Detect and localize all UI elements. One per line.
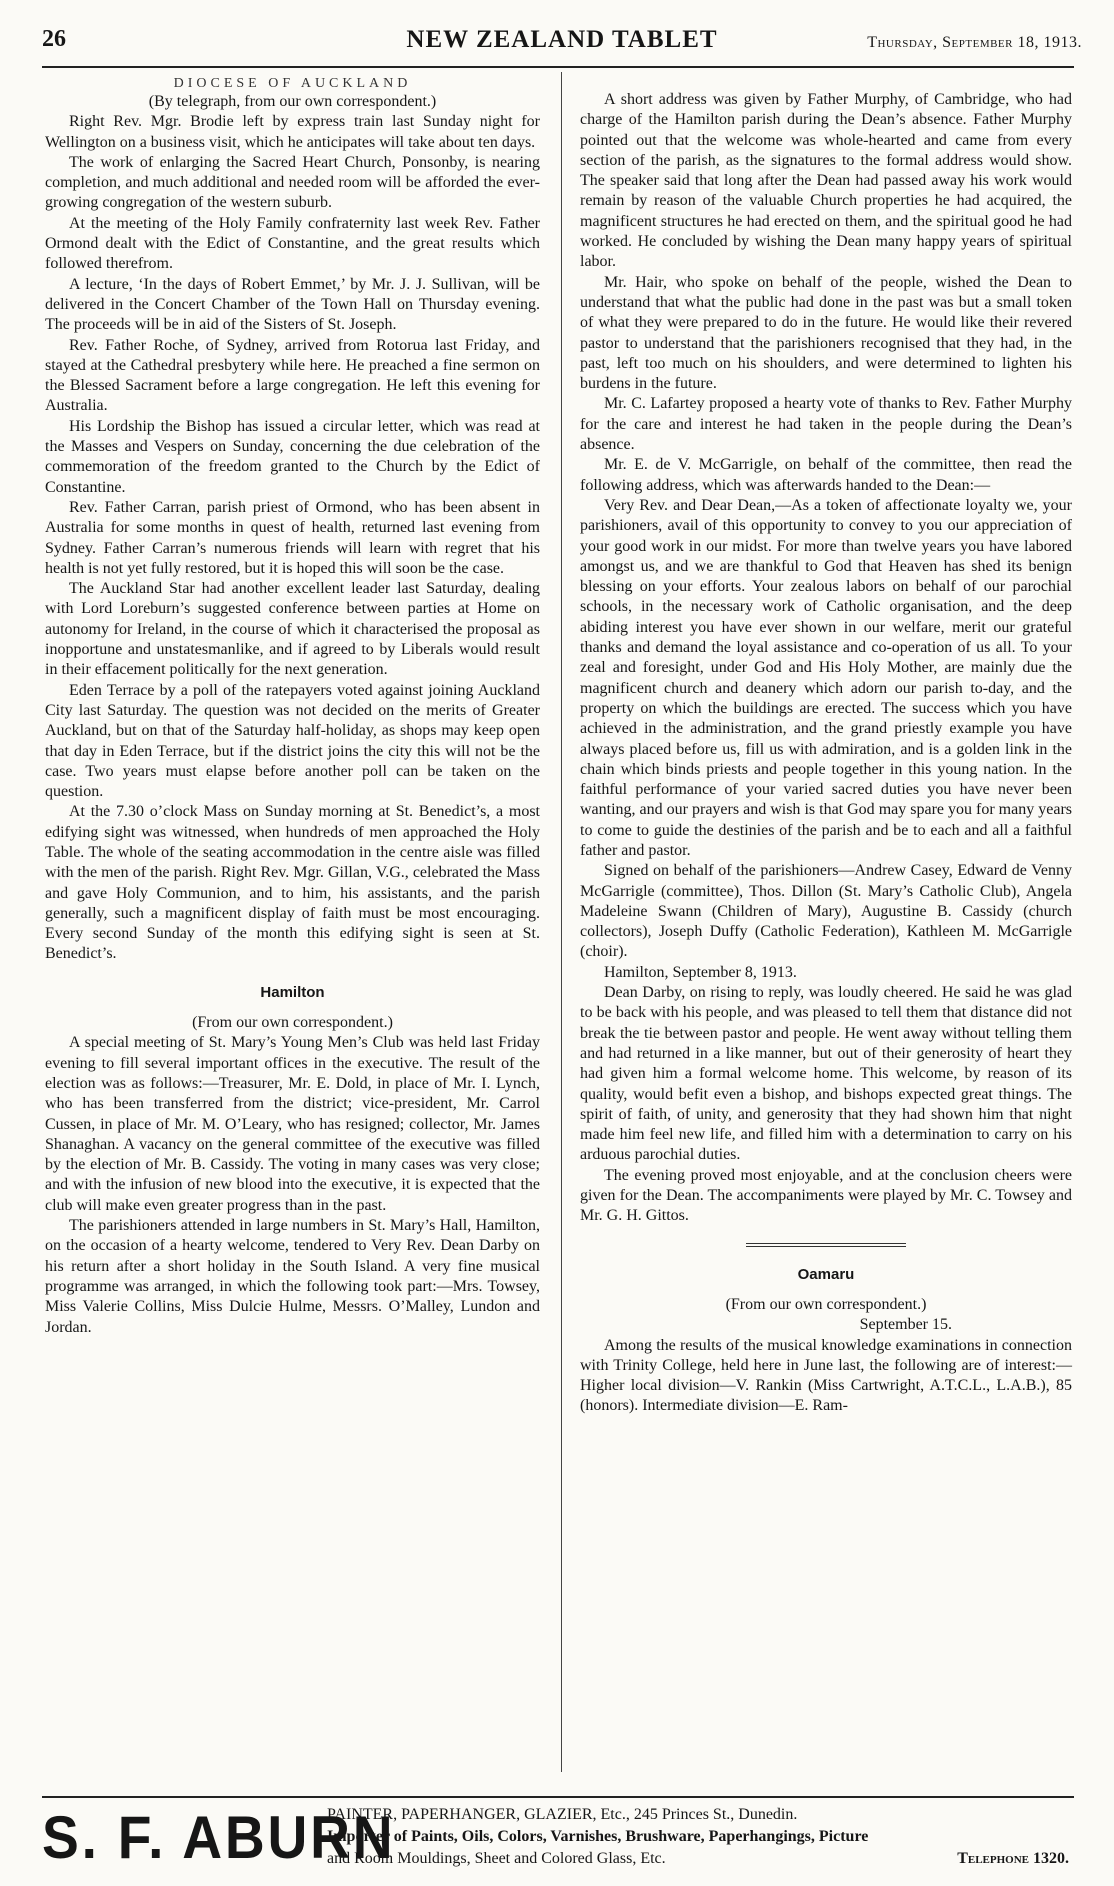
advertisement-line-1: PAINTER, PAPERHANGER, GLAZIER, Etc., 245 Princes St., Dunedin. [327, 1806, 798, 1823]
issue-date: Thursday, September 18, 1913. [867, 34, 1082, 51]
advertisement-rule [42, 1796, 1074, 1798]
auckland-paragraph: At the 7.30 o’clock Mass on Sunday morning at St. Benedict’s, a most edifying sight was witnessed, when hundreds of men approached the Holy Table. The whole of the seating accommodation in the centre aisle was filled with the men of the parish. Right Rev. Mgr. Gillan, V.G., celebrated the Mass and gave Holy Communion, and to him, his assistants, and the parish generally, such a magnificent display of faith must be most encouraging. Every second Sunday of the month this edifying sight is seen at St. Benedict’s. [45, 803, 540, 963]
hamilton-paragraph: Mr. C. Lafartey proposed a hearty vote of thanks to Rev. Father Murphy for the care and interest he had taken in the people during the Dean’s absence. [580, 395, 1072, 454]
auckland-paragraph: Eden Terrace by a poll of the ratepayers voted against joining Auckland City last Saturday. The question was not decided on the merits of Greater Auckland, but on that of the Saturday half-holiday, as shops may keep open that day in Eden Terrace, but if the district joins the city this will not be the case. Two years must elapse before another poll can be taken on the question. [45, 681, 540, 801]
advertiser-name: S. F. ABURN [42, 1804, 396, 1871]
auckland-paragraph: Rev. Father Carran, parish priest of Ormond, who has been absent in Australia for some months in quest of health, returned last evening from Sydney. Father Carran’s numerous friends will learn with regret that his health is not yet fully restored, but it is hoped this will soon be the case. [45, 498, 540, 577]
hamilton-paragraph: A short address was given by Father Murphy, of Cambridge, who had charge of the Hamilton parish during the Dean’s absence. Father Murphy pointed out that the welcome was whole-hearted and came from every section of the parish, as the signatures to the formal address would show. The speaker said that long after the Dean had passed away his work would remain by reason of the valuable Church properties he had acquired, the magnificent structures he had erected on them, and the spiritual good he had worked. He concluded by wishing the Dean many happy years of spiritual labor. [580, 91, 1072, 271]
hamilton-paragraph: Mr. E. de V. McGarrigle, on behalf of the committee, then read the following address, which was afterwards handed to the Dean:— [580, 456, 1072, 494]
advertisement-text [327, 1804, 1074, 1870]
oamaru-date: September 15. [859, 1316, 952, 1334]
auckland-paragraph: The work of enlarging the Sacred Heart Church, Ponsonby, is nearing completion, and much additional and needed room will be afforded the ever-growing congregation of the western suburb. [45, 153, 540, 212]
right-column [580, 90, 1072, 1417]
masthead [42, 26, 1082, 62]
masthead-rule [42, 66, 1074, 68]
hamilton-paragraph: Dean Darby, on rising to reply, was loudly cheered. He said he was glad to be back with his people, and was pleased to tell them that distance did not break the tie between pastor and people. He went away without telling them and had returned in a like manner, but out of their generosity of heart they had given him a formal welcome home. This welcome, by reason of its quality, would befit even a bishop, and bishops expected great things. The spirit of faith, of unity, and generosity that they had shown him that night made him feel new life, and filled him with a determination to carry on his arduous parochial duties. [580, 984, 1072, 1164]
section-divider [746, 1243, 906, 1247]
hamilton-paragraph: A special meeting of St. Mary’s Young Men’s Club was held last Friday evening to fill several important offices in the executive. The result of the election was as follows:—Treasurer, Mr. E. Dold, in place of Mr. I. Lynch, who has been transferred from the district; vice-president, Mr. Carrol Cussen, in place of Mr. M. O’Leary, who has resigned; collector, Mr. James Shanaghan. A vacancy on the general committee of the executive was filled by the election of Mr. B. Cassidy. The voting in many cases was very close; and with the infusion of new blood into the executive, it is expected that the club will make even greater progress than in the past. [45, 1034, 540, 1214]
hamilton-byline: (From our own correspondent.) [192, 1014, 393, 1032]
hamilton-heading: Hamilton [260, 983, 325, 1001]
page-number: 26 [42, 26, 66, 52]
advertisement-line-2: Importer of Paints, Oils, Colors, Varnishes, Brushware, Paperhangings, Picture [327, 1828, 869, 1845]
advertisement-line-3 [327, 1848, 1074, 1870]
auckland-heading-cut: DIOCESE OF AUCKLAND [173, 76, 412, 88]
hamilton-paragraph: The parishioners attended in large numbers in St. Mary’s Hall, Hamilton, on the occasion of a hearty welcome, tendered to Very Rev. Dean Darby on his return after a short holiday in the South Island. A very fine musical programme was arranged, in which the following took part:—Mrs. Towsey, Miss Valerie Collins, Miss Dulcie Hulme, Messrs. O’Malley, Lundon and Jordan. [45, 1217, 540, 1336]
left-column [45, 74, 540, 1338]
paper-name: NEW ZEALAND TABLET [406, 26, 718, 53]
hamilton-paragraph: The evening proved most enjoyable, and at the conclusion cheers were given for the Dean. The accompaniments were played by Mr. C. Towsey and Mr. G. H. Gittos. [580, 1166, 1072, 1225]
auckland-paragraph: At the meeting of the Holy Family confraternity last week Rev. Father Ormond dealt with the Edict of Constantine, and the great results which followed therefrom. [45, 214, 540, 273]
oamaru-paragraph: Among the results of the musical knowledge examinations in connection with Trinity College, held here in June last, the following are of interest:—Higher local division—V. Rankin (Miss Cartwright, A.T.C.L., L.A.B.), 85 (honors). Intermediate division—E. Ram- [580, 1336, 1072, 1415]
auckland-paragraph: Rev. Father Roche, of Sydney, arrived from Rotorua last Friday, and stayed at the Cathedral presbytery while here. He preached a fine sermon on the Blessed Sacrament before a large congregation. He left this evening for Australia. [45, 336, 540, 415]
address-signatories: Signed on behalf of the parishioners—Andrew Casey, Edward de Venny McGarrigle (committee), Thos. Dillon (St. Mary’s Catholic Club), Angela Madeleine Swann (Children of Mary), Augustine B. Cassidy (church collectors), Joseph Duffy (Catholic Federation), Kathleen M. McGarrigle (choir). [580, 862, 1072, 961]
auckland-paragraph: The Auckland Star had another excellent leader last Saturday, dealing with Lord Loreburn’s suggested conference between parties at Home on autonomy for Ireland, in the course of which it characterised the proposal as inopportune and unstatesmanlike, and if agreed to by Liberals would result in their effacement politically for the next generation. [45, 580, 540, 679]
oamaru-byline: (From our own correspondent.) [725, 1295, 927, 1313]
hamilton-paragraph: Mr. Hair, who spoke on behalf of the people, wished the Dean to understand that what the public had done in the past was but a small token of what they were prepared to do in the future. He would like their revered pastor to understand that the parishioners recognised that they had, in the past, left too much on his shoulders, and were determined to lighten his burdens in the future. [580, 273, 1072, 393]
auckland-byline: (By telegraph, from our own correspondent.) [148, 93, 437, 110]
advertisement-line-3-text: and Room Mouldings, Sheet and Colored Glass, Etc. [327, 1850, 666, 1867]
column-rule [561, 72, 562, 1772]
auckland-paragraph: His Lordship the Bishop has issued a circular letter, which was read at the Masses and Vespers on Sunday, concerning the due celebration of the commemoration of the freedom granted to the Church by the Edict of Constantine. [45, 417, 540, 496]
telephone-number: Telephone 1320. [957, 1850, 1069, 1867]
address-dateline: Hamilton, September 8, 1913. [604, 963, 797, 981]
address-text: Very Rev. and Dear Dean,—As a token of affectionate loyalty we, your parishioners, avail of this opportunity to convey to you our appreciation of your good work in our midst. For more than twelve years you have labored amongst us, and we are thankful to God that Heaven has shed its benign blessing on your efforts. Your zealous labors on behalf of our parochial schools, in the necessary work of Catholic organisation, and the deep abiding interest you have ever shown in our welfare, merit our grateful thanks and demand the loyal assistance and co-operation of us all. To your zeal and foresight, under God and His Holy Mother, are mainly due the magnificent church and deanery which adorn our parish to-day, and the property on which the buildings are erected. The success which you have achieved in the administration, and the grand priestly example you have always placed before us, fill us with admiration, and is a golden link in the chain which binds priests and people together in this young nation. In the faithful performance of your varied sacred duties you have never been wanting, and our prayers and wish is that God may spare you for many years to come to guide the destinies of the parish and be to each and all a faithful father and pastor. [580, 496, 1072, 859]
oamaru-heading: Oamaru [797, 1265, 855, 1283]
auckland-paragraph: A lecture, ‘In the days of Robert Emmet,’ by Mr. J. J. Sullivan, will be delivered in the Concert Chamber of the Town Hall on Thursday evening. The proceeds will be in aid of the Sisters of St. Joseph. [45, 275, 540, 334]
auckland-paragraph: Right Rev. Mgr. Brodie left by express train last Sunday night for Wellington on a business visit, which he anticipates will take about ten days. [45, 113, 540, 151]
advertisement [42, 1802, 1074, 1878]
